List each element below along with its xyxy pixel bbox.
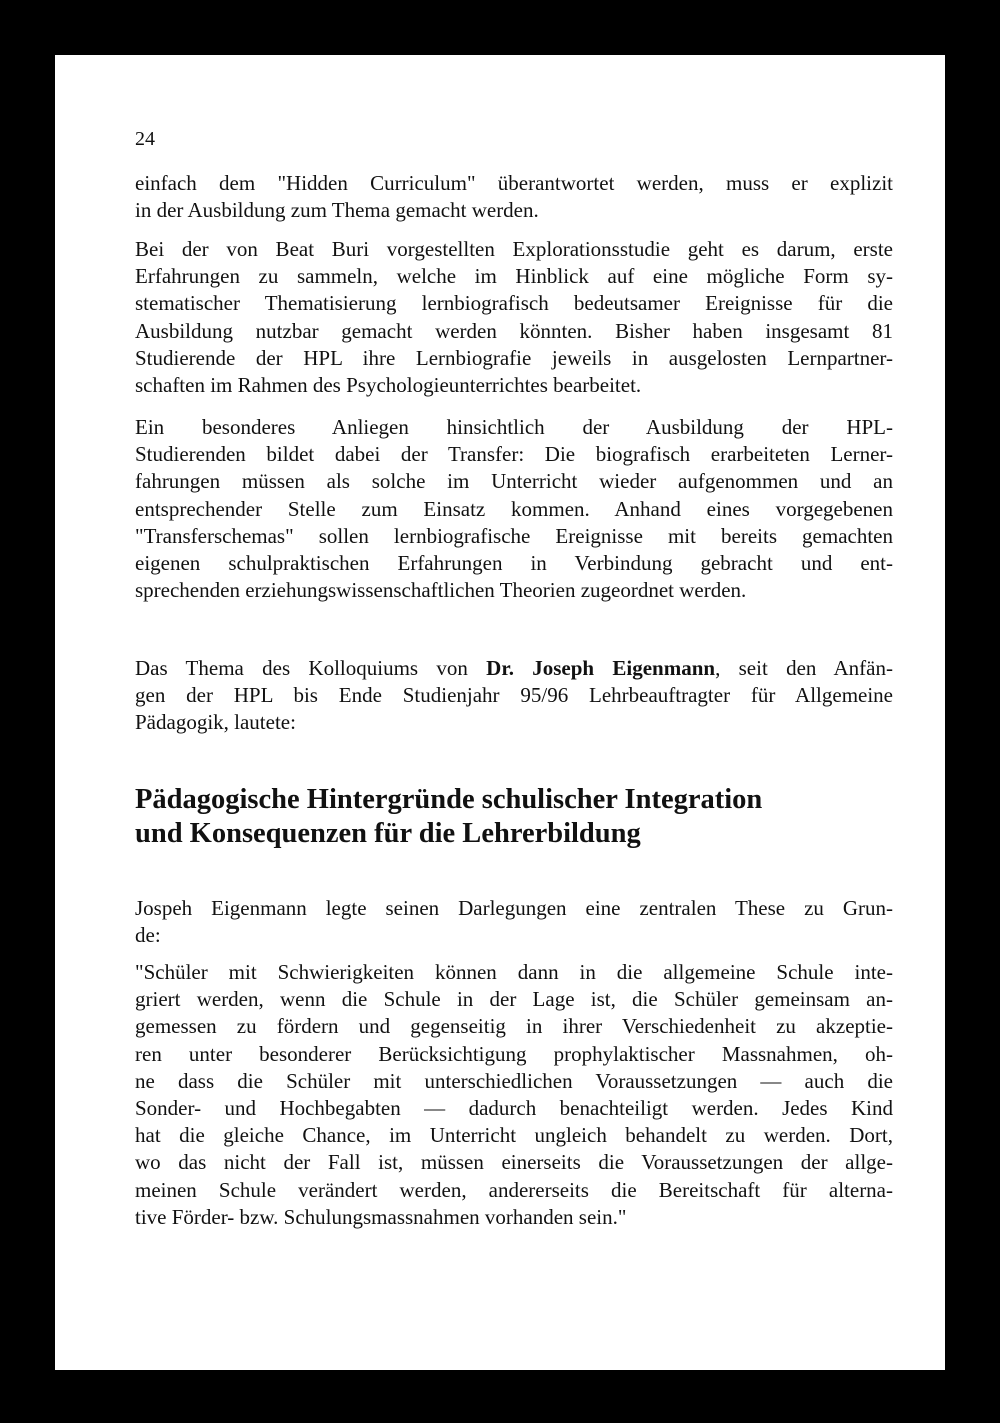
text-line: wo das nicht der Fall ist, müssen einerseits die Voraussetzungen der allge- bbox=[135, 1150, 893, 1175]
text-line: "Schüler mit Schwierigkeiten können dann in die allgemeine Schule inte- bbox=[135, 960, 893, 984]
text-line: ren unter besonderer Berücksichtigung prophylaktischer Massnahmen, oh- bbox=[135, 1041, 893, 1066]
page-number: 24 bbox=[135, 128, 155, 150]
text-line: Erfahrungen zu sammeln, welche im Hinblick auf eine mögliche Form sy- bbox=[135, 264, 893, 289]
text-line: in der Ausbildung zum Thema gemacht werden. bbox=[135, 198, 539, 223]
document-page bbox=[55, 55, 945, 1370]
heading-line: Pädagogische Hintergründe schulischer Integration bbox=[135, 784, 763, 815]
heading-line: und Konsequenzen für die Lehrerbildung bbox=[135, 818, 641, 849]
paragraph-colloquium-intro bbox=[135, 655, 893, 737]
text-line: de: bbox=[135, 923, 161, 948]
text-line bbox=[135, 655, 893, 682]
text-line: entsprechender Stelle zum Einsatz kommen. Anhand eines vorgegebenen bbox=[135, 496, 893, 521]
text-span: Das Thema des Kolloquiums von bbox=[135, 656, 487, 680]
text-line: gen der HPL bis Ende Studienjahr 95/96 Lehrbeauftragter für Allgemeine bbox=[135, 683, 893, 708]
text-line: Pädagogik, lautete: bbox=[135, 710, 296, 735]
text-line: Studierenden bildet dabei der Transfer: Die biografisch erarbeiteten Lerner- bbox=[135, 442, 893, 467]
text-line: "Transferschemas" sollen lernbiografische Ereignisse mit bereits gemachten bbox=[135, 523, 893, 548]
text-line: eigenen schulpraktischen Erfahrungen in Verbindung gebracht und ent- bbox=[135, 550, 893, 575]
text-line: meinen Schule verändert werden, andererseits die Bereitschaft für alterna- bbox=[135, 1177, 893, 1202]
text-span: , seit den Anfän- bbox=[715, 656, 893, 680]
paragraph-thesis-intro bbox=[135, 895, 893, 949]
text-line: Jospeh Eigenmann legte seinen Darlegungen eine zentralen These zu Grun- bbox=[135, 896, 893, 920]
text-line: stematischer Thematisierung lernbiografisch bedeutsamer Ereignisse für die bbox=[135, 291, 893, 316]
text-line: Ein besonderes Anliegen hinsichtlich der Ausbildung der HPL- bbox=[135, 415, 893, 439]
text-line: fahrungen müssen als solche im Unterricht wieder aufgenommen und an bbox=[135, 469, 893, 494]
text-line: Studierende der HPL ihre Lernbiografie jeweils in ausgelosten Lernpartner- bbox=[135, 345, 893, 370]
text-line: griert werden, wenn die Schule in der Lage ist, die Schüler gemeinsam an- bbox=[135, 987, 893, 1012]
speaker-name: Dr. Joseph Eigenmann bbox=[486, 656, 716, 680]
paragraph-exploration-study bbox=[135, 236, 893, 399]
text-line: gemessen zu fördern und gegenseitig in ihrer Verschiedenheit zu akzeptie- bbox=[135, 1014, 893, 1039]
paragraph-thesis-quote bbox=[135, 959, 893, 1231]
text-line: Bei der von Beat Buri vorgestellten Explorationsstudie geht es darum, erste bbox=[135, 237, 893, 261]
text-line: tive Förder- bzw. Schulungsmassnahmen vorhanden sein." bbox=[135, 1204, 627, 1229]
text-line: ne dass die Schüler mit unterschiedlichen Voraussetzungen — auch die bbox=[135, 1068, 893, 1093]
section-heading bbox=[135, 783, 893, 851]
text-line: einfach dem "Hidden Curriculum" überantwortet werden, muss er explizit bbox=[135, 171, 893, 195]
text-line: Ausbildung nutzbar gemacht werden könnten. Bisher haben insgesamt 81 bbox=[135, 318, 893, 343]
text-line: Sonder- und Hochbegabten — dadurch benachteiligt werden. Jedes Kind bbox=[135, 1095, 893, 1120]
paragraph-transfer bbox=[135, 414, 893, 604]
text-line: schaften im Rahmen des Psychologieunterrichtes bearbeitet. bbox=[135, 372, 642, 397]
paragraph-hidden-curriculum bbox=[135, 170, 893, 224]
text-line: sprechenden erziehungswissenschaftlichen Theorien zugeordnet werden. bbox=[135, 578, 747, 603]
text-line: hat die gleiche Chance, im Unterricht ungleich behandelt zu werden. Dort, bbox=[135, 1123, 893, 1148]
